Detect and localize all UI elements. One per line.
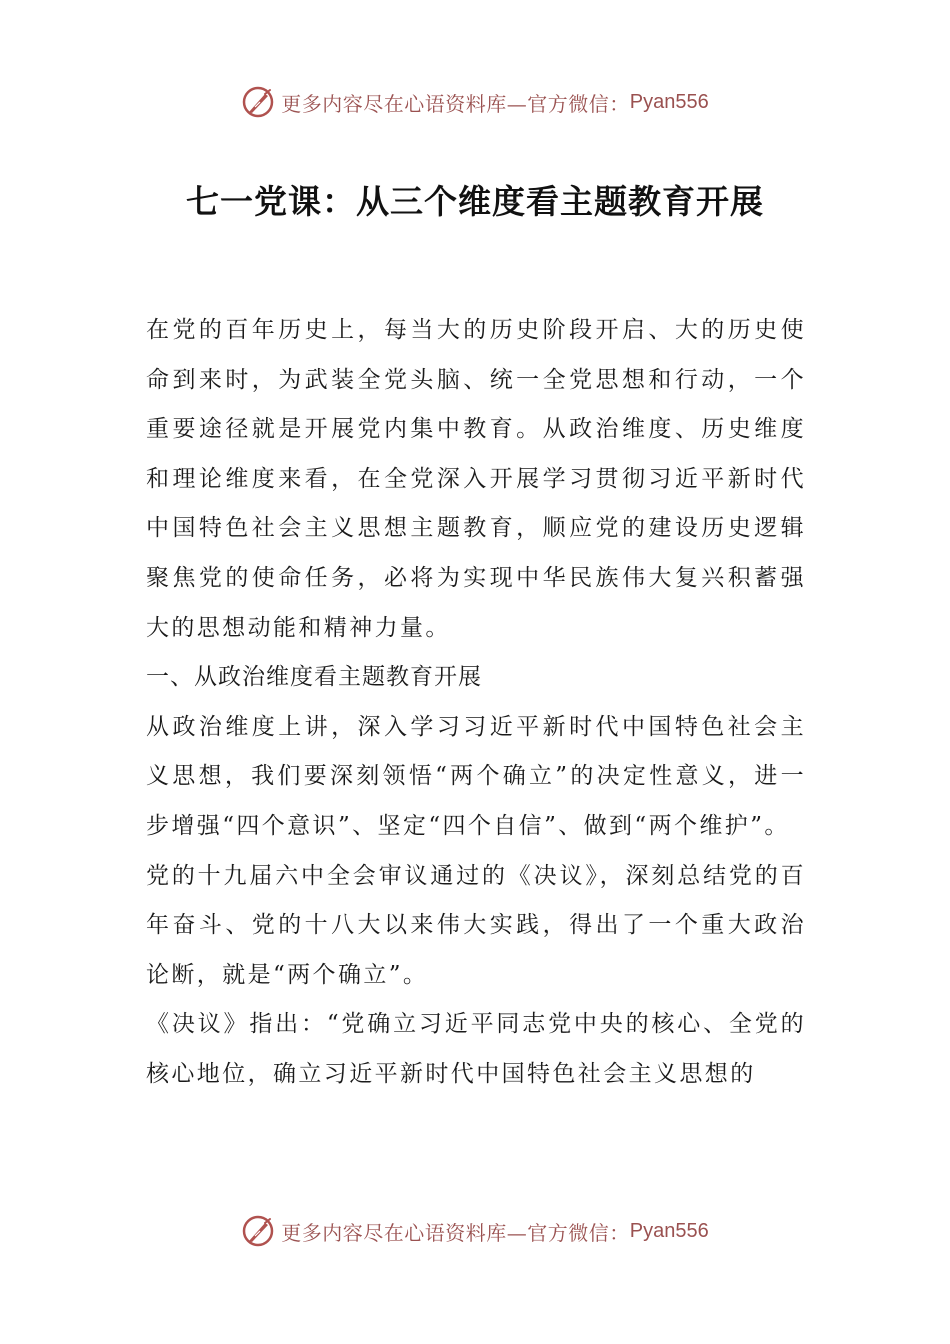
footer-watermark xyxy=(0,1211,950,1251)
watermark-text: 更多内容尽在心语资料库—官方微信： xyxy=(281,91,630,116)
header-watermark xyxy=(0,82,950,122)
quill-pen-logo-icon xyxy=(241,85,275,119)
body-paragraph: 党的十九届六中全会审议通过的《决议》，深刻总结党的百年奋斗、党的十八大以来伟大实践，得出了一个重大政治论断，就是“两个确立”。 xyxy=(146,862,806,988)
body-paragraph: 《决议》指出：“党确立习近平同志党中央的核心、全党的核心地位，确立习近平新时代中国特色社会主义思想的 xyxy=(146,1011,806,1087)
watermark-wechat-id: Pyan556 xyxy=(629,90,709,113)
quill-pen-logo-icon xyxy=(241,1214,275,1248)
document-body xyxy=(146,306,806,1100)
section-heading: 一、从政治维度看主题教育开展 xyxy=(146,664,482,691)
watermark-wechat-id: Pyan556 xyxy=(629,1219,709,1242)
body-paragraph: 从政治维度上讲，深入学习习近平新时代中国特色社会主义思想，我们要深刻领悟“两个确立”的决定性意义，进一步增强“四个意识”、坚定“四个自信”、做到“两个维护”。 xyxy=(146,713,806,839)
document-title: 七一党课：从三个维度看主题教育开展 xyxy=(186,182,764,221)
intro-paragraph: 在党的百年历史上，每当大的历史阶段开启、大的历史使命到来时，为武装全党头脑、统一全党思想和行动，一个重要途径就是开展党内集中教育。从政治维度、历史维度和理论维度来看，在全党深入开展学习贯彻习近平新时代中国特色社会主义思想主题教育，顺应党的建设历史逻辑聚焦党的使命任务，必将为实现中华民族伟大复兴积蓄强大的思想动能和精神力量。 xyxy=(146,317,806,641)
watermark-text: 更多内容尽在心语资料库—官方微信： xyxy=(281,1220,630,1245)
